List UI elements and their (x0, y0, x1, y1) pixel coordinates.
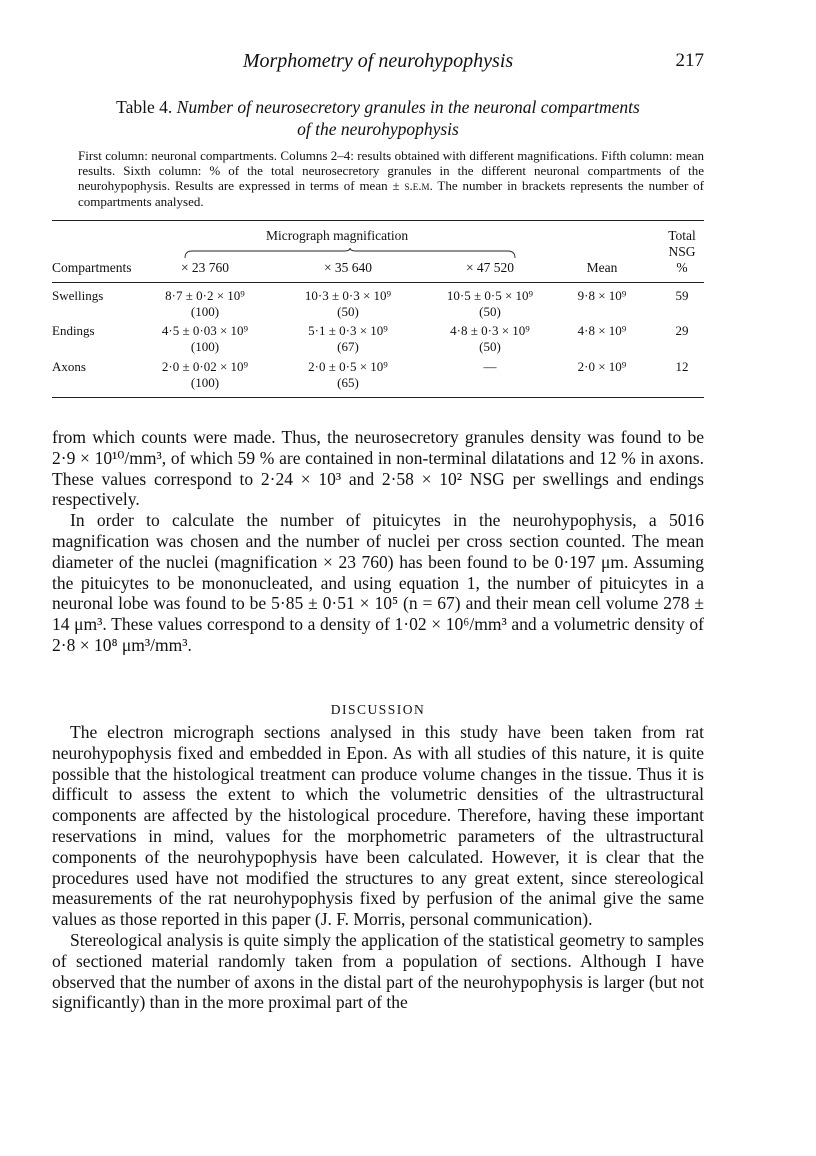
cell-count: (67) (337, 339, 359, 354)
table-note (78, 148, 704, 209)
table-top-rule (52, 220, 704, 221)
row-name-swellings: Swellings (52, 288, 104, 303)
header-total-line3: % (676, 260, 688, 275)
cell-count: (65) (337, 375, 359, 390)
cell-axons-mag1 (135, 359, 275, 391)
cell-swellings-mag1 (135, 288, 275, 320)
table-label: Table 4. (116, 97, 173, 117)
cell-axons-mag2 (278, 359, 418, 391)
running-title: Morphometry of neurohypophysis (242, 50, 514, 72)
cell-endings-mean: 4·8 × 10⁹ (577, 323, 627, 338)
table-title-line2: of the neurohypophysis (297, 119, 459, 139)
discussion-paragraph: Stereological analysis is quite simply the application of the statistical geometry to samples of sectioned material randomly taken from a population of sections. Although I have observed that the number of axons in the distal part of the neurohypophysis is larger (but not significantly) than in the more proximal part of the (52, 929, 704, 1013)
cell-swellings-mag2 (278, 288, 418, 320)
cell-count: (50) (479, 304, 501, 319)
cell-value: 4·5 ± 0·03 × 10⁹ (161, 323, 249, 338)
table-bottom-rule (52, 397, 704, 398)
cell-value: 4·8 ± 0·3 × 10⁹ (450, 323, 530, 338)
results-text (52, 427, 704, 656)
cell-endings-mag2 (278, 323, 418, 355)
cell-endings-mag3 (420, 323, 560, 355)
cell-count: (50) (337, 304, 359, 319)
cell-count: (100) (190, 304, 220, 319)
cell-value: 5·1 ± 0·3 × 10⁹ (308, 323, 388, 338)
cell-count: (50) (479, 339, 501, 354)
body-paragraph: from which counts were made. Thus, the neurosecretory granules density was found to be 2·9 × 10¹⁰/mm³, of which 59 % are contained in non-terminal dilatations and 12 % in axons. These values correspond to 2·24 × 10³ and 2·58 × 10² NSG per swellings and endings respectively. (52, 427, 704, 510)
cell-swellings-total: 59 (675, 288, 689, 303)
discussion-text (52, 722, 704, 1013)
cell-count: (100) (190, 339, 220, 354)
row-name-axons: Axons (52, 359, 86, 374)
group-header: Micrograph magnification (266, 228, 409, 243)
group-header-brace (184, 248, 516, 260)
cell-value: 2·0 ± 0·02 × 10⁹ (161, 359, 249, 374)
discussion-heading: DISCUSSION (330, 702, 426, 717)
table-note-text: First column: neuronal compartments. Columns 2–4: results obtained with different magnifications. Fifth column: mean results. Sixth column: % of the total neurosecretory granules in the different neuronal compartments of the neurohypophysis. Results are expressed in terms of mean ± (78, 148, 704, 194)
table-note-sem: s.e.m. (404, 178, 433, 194)
header-mean: Mean (586, 260, 618, 275)
cell-swellings-mean: 9·8 × 10⁹ (577, 288, 627, 303)
cell-count: (100) (190, 375, 220, 390)
table-note-text-end: The number in brackets represents the number of compartments analysed. (78, 178, 704, 209)
cell-value: 8·7 ± 0·2 × 10⁹ (165, 288, 245, 303)
row-name-endings: Endings (52, 323, 95, 338)
table-title-line1: Number of neurosecretory granules in the neuronal compartments (176, 97, 640, 117)
page-number: 217 (675, 50, 704, 71)
header-total-line2: NSG (668, 244, 696, 259)
header-mag-23760: × 23 760 (180, 260, 230, 275)
running-head (52, 50, 704, 76)
cell-swellings-mag3 (420, 288, 560, 320)
cell-value: 10·3 ± 0·3 × 10⁹ (304, 288, 392, 303)
table-header-rule (52, 282, 704, 283)
table-caption (52, 96, 704, 140)
cell-endings-total: 29 (675, 323, 689, 338)
header-mag-47520: × 47 520 (465, 260, 515, 275)
header-compartments: Compartments (52, 260, 132, 275)
cell-value: 2·0 ± 0·5 × 10⁹ (308, 359, 388, 374)
cell-axons-mag3 (420, 359, 560, 375)
cell-endings-mag1 (135, 323, 275, 355)
discussion-paragraph: The electron micrograph sections analysed in this study have been taken from rat neurohypophysis fixed and embedded in Epon. As with all studies of this nature, it is quite possible that the histological treatment can produce volume changes in the tissue. Thus it is difficult to assess the extent to which the volumetric densities of the ultrastructural components are affected by the histological procedure. Therefore, having these important reservations in mind, values for the morphometric parameters of the ultrastructural components of the neurohypophysis have been calculated. However, it is clear that the procedures used have not modified the structures to any great extent, since stereological measurements of the rat neurohypophysis fixed by perfusion of the animal give the same values as those reported in this paper (J. F. Morris, personal communication). (52, 722, 704, 930)
cell-value: 10·5 ± 0·5 × 10⁹ (446, 288, 534, 303)
header-total-line1: Total (668, 228, 696, 243)
cell-axons-total: 12 (675, 359, 689, 374)
cell-axons-mean: 2·0 × 10⁹ (577, 359, 627, 374)
header-mag-35640: × 35 640 (323, 260, 373, 275)
cell-value: — (483, 359, 497, 374)
body-paragraph: In order to calculate the number of pituicytes in the neurohypophysis, a 5016 magnification was chosen and the number of nuclei per cross section counted. The mean diameter of the nuclei (magnification × 23 760) has been found to be 0·197 μm. Assuming the pituicytes to be mononucleated, and using equation 1, the number of pituicytes in a neuronal lobe was found to be 5·85 ± 0·51 × 10⁵ (n = 67) and their mean cell volume 278 ± 14 μm³. These values correspond to a density of 1·02 × 10⁶/mm³ and a volumetric density of 2·8 × 10⁸ μm³/mm³. (52, 510, 704, 655)
